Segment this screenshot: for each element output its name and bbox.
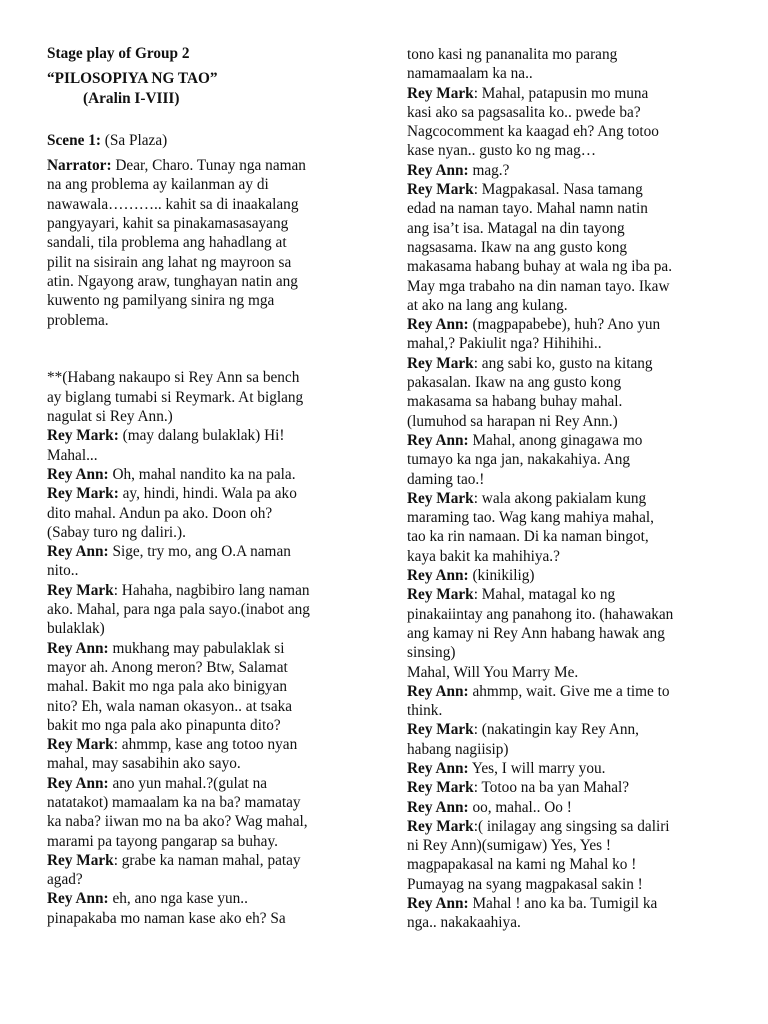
line-text: kase nyan.. gusto ko ng mag…: [407, 142, 597, 160]
text-line: [47, 233, 347, 252]
lesson-subtitle: (Aralin I-VIII): [83, 89, 180, 107]
text-line: [47, 832, 347, 851]
line-text: Sige, try mo, ang O.A naman: [108, 543, 291, 561]
line-text: nawawala……….. kahit sa di inaakalang: [47, 195, 299, 213]
dialogue-line: [407, 759, 737, 778]
right-dialogue: [407, 45, 737, 933]
text-line: [407, 122, 737, 141]
line-text: kuwento ng pamilyang sinira ng mga: [47, 292, 275, 310]
speaker-name: Rey Ann:: [47, 890, 109, 908]
line-text: pinakaiintay ang panahong ito. (hahawakan: [407, 605, 674, 623]
line-text: kaya bakit ka mahihiya.?: [407, 547, 560, 565]
scene-heading: [47, 131, 347, 150]
line-text: tao ka rin namaan. Di ka naman bingot,: [407, 528, 649, 546]
line-text: nga.. nakakaahiya.: [407, 914, 521, 932]
text-line: [47, 793, 347, 812]
text-line: [47, 870, 347, 889]
dialogue-line: [407, 315, 737, 334]
text-line: [407, 296, 737, 315]
line-text: agad?: [47, 871, 83, 889]
text-line: [407, 470, 737, 489]
text-line: [407, 624, 737, 643]
line-text: Mahal, anong ginagawa mo: [468, 431, 643, 449]
scene-place: (Sa Plaza): [100, 131, 168, 149]
dialogue-line: [47, 156, 347, 175]
line-text: Yes, I will marry you.: [468, 759, 606, 777]
speaker-name: Rey Mark:: [47, 427, 119, 445]
text-line: [47, 716, 347, 735]
line-text: : Hahaha, nagbibiro lang naman: [113, 581, 310, 599]
text-line: [407, 238, 737, 257]
dialogue-line: [407, 778, 737, 797]
speaker-name: Rey Ann:: [47, 774, 109, 792]
line-text: nagsasama. Ikaw na ang gusto kong: [407, 238, 628, 256]
line-text: : (nakatingin kay Rey Ann,: [473, 721, 639, 739]
dialogue-line: [47, 465, 347, 484]
line-text: think.: [407, 702, 443, 720]
line-text: Mahal ! ano ka ba. Tumigil ka: [468, 895, 658, 913]
speaker-name: Rey Mark: [407, 817, 474, 835]
speaker-name: Rey Ann:: [407, 682, 469, 700]
speaker-name: Rey Ann:: [407, 431, 469, 449]
line-text: ano yun mahal.?(gulat na: [108, 774, 268, 792]
text-line: [47, 272, 347, 291]
dialogue-line: [407, 566, 737, 585]
line-text: habang nagiisip): [407, 740, 509, 758]
line-text: **(Habang nakaupo si Rey Ann sa bench: [47, 369, 300, 387]
line-text: nito..: [47, 562, 79, 580]
dialogue-line: [47, 426, 347, 445]
line-text: mahal. Bakit mo nga pala ako binigyan: [47, 678, 288, 696]
dialogue-line: [407, 180, 737, 199]
text-line: [407, 392, 737, 411]
text-line: [47, 812, 347, 831]
line-text: atin. Ngayong araw, tunghayan natin ang: [47, 272, 298, 290]
line-text: ako. Mahal, para nga pala sayo.(inabot ang: [47, 601, 310, 619]
text-line: [47, 291, 347, 310]
dialogue-line: [407, 817, 737, 836]
line-text: nito? Eh, wala naman okasyon.. at tsaka: [47, 697, 293, 715]
line-text: makasama habang buhay at wala ng iba pa.: [407, 258, 673, 276]
line-text: (magpapabebe), huh? Ano yun: [468, 316, 661, 334]
line-text: Pumayag na syang magpakasal sakin !: [407, 875, 643, 893]
speaker-name: Rey Ann:: [407, 316, 469, 334]
line-text: ay biglang tumabi si Reymark. At biglang: [47, 388, 304, 406]
line-text: mahal, may sasabihin ako sayo.: [47, 755, 241, 773]
speaker-name: Rey Ann:: [407, 567, 469, 585]
line-text: :( inilagay ang singsing sa daliri: [473, 817, 670, 835]
line-text: eh, ano nga kase yun..: [108, 890, 248, 908]
line-text: na ang problema ay kailanman ay di: [47, 176, 269, 194]
text-line: [407, 412, 737, 431]
text-line: [47, 368, 347, 387]
text-line: [407, 257, 737, 276]
line-text: pangyayari, kahit sa pinakamasasayang: [47, 215, 289, 233]
text-line: [407, 450, 737, 469]
text-line: [407, 373, 737, 392]
line-text: mag.?: [468, 161, 510, 179]
line-text: : ahmmp, kase ang totoo nyan: [113, 736, 298, 754]
line-text: bakit mo nga pala ako pinapunta dito?: [47, 716, 281, 734]
speaker-name: Rey Mark: [47, 851, 114, 869]
text-line: [407, 701, 737, 720]
line-text: maraming tao. Wag kang mahiya mahal,: [407, 509, 654, 527]
text-line: [47, 253, 347, 272]
speaker-name: Rey Ann:: [47, 465, 109, 483]
text-line: [47, 504, 347, 523]
line-text: mahal,? Pakiulit nga? Hihihihi..: [407, 335, 602, 353]
text-line: [407, 64, 737, 83]
line-text: : wala akong pakialam kung: [473, 489, 647, 507]
speaker-name: Rey Ann:: [47, 543, 109, 561]
line-text: tumayo ka nga jan, nakakahiya. Ang: [407, 451, 631, 469]
right-column: [407, 45, 737, 933]
speaker-name: Rey Mark: [407, 84, 474, 102]
line-text: natatakot) mamaalam ka na ba? mamatay: [47, 793, 301, 811]
left-dialogue: [47, 156, 347, 928]
line-text: Mahal, Will You Marry Me.: [407, 663, 579, 681]
text-line: [47, 388, 347, 407]
line-text: dito mahal. Andun pa ako. Doon oh?: [47, 504, 273, 522]
line-text: Oh, mahal nandito ka na pala.: [108, 465, 296, 483]
line-text: pinapakaba mo naman kase ako eh? Sa: [47, 909, 286, 927]
text-line: [407, 219, 737, 238]
line-text: Nagcocomment ka kaagad eh? Ang totoo: [407, 123, 659, 141]
speaker-name: Rey Mark: [407, 721, 474, 739]
text-line: [407, 199, 737, 218]
line-text: ang isa’t isa. Matagal na din tayong: [407, 219, 625, 237]
line-text: (kinikilig): [468, 567, 535, 585]
line-text: ahmmp, wait. Give me a time to: [468, 682, 670, 700]
text-line: [407, 913, 737, 932]
speaker-name: Rey Ann:: [407, 798, 469, 816]
speaker-name: Rey Ann:: [407, 759, 469, 777]
speaker-name: Rey Ann:: [407, 161, 469, 179]
line-text: : Magpakasal. Nasa tamang: [473, 181, 643, 199]
dialogue-line: [47, 851, 347, 870]
text-line: [407, 45, 737, 64]
dialogue-line: [407, 585, 737, 604]
speaker-name: Rey Ann:: [47, 639, 109, 657]
line-text: makasama sa habang buhay mahal.: [407, 393, 623, 411]
text-line: [407, 334, 737, 353]
line-text: sandali, tila problema ang hahadlang at: [47, 234, 287, 252]
dialogue-line: [407, 720, 737, 739]
line-text: pilit na sisirain ang lahat ng mayroon sa: [47, 253, 292, 271]
line-text: edad na naman tayo. Mahal namn natin: [407, 200, 648, 218]
line-text: sinsing): [407, 644, 456, 662]
speaker-name: Rey Mark: [407, 181, 474, 199]
text-line: [47, 697, 347, 716]
dialogue-line: [407, 894, 737, 913]
text-line: [407, 855, 737, 874]
text-line: [407, 836, 737, 855]
dialogue-line: [407, 798, 737, 817]
text-line: [407, 527, 737, 546]
text-line: [407, 141, 737, 160]
text-line: [407, 643, 737, 662]
speaker-name: Rey Mark: [47, 581, 114, 599]
dialogue-line: [47, 542, 347, 561]
line-text: : Mahal, matagal ko ng: [473, 586, 616, 604]
line-text: daming tao.!: [407, 470, 485, 488]
line-text: magpapakasal na kami ng Mahal ko !: [407, 856, 637, 874]
line-text: pakasalan. Ikaw na ang gusto kong: [407, 374, 622, 392]
text-line: [407, 277, 737, 296]
speaker-name: Rey Mark: [47, 736, 114, 754]
speaker-name: Rey Mark: [407, 489, 474, 507]
speaker-name: Rey Mark: [407, 586, 474, 604]
line-text: ay, hindi, hindi. Wala pa ako: [118, 485, 297, 503]
line-text: : Totoo na ba yan Mahal?: [473, 779, 630, 797]
line-text: : Mahal, patapusin mo muna: [473, 84, 649, 102]
speaker-name: Rey Ann:: [407, 895, 469, 913]
dialogue-line: [407, 489, 737, 508]
line-text: ang kamay ni Rey Ann habang hawak ang: [407, 624, 665, 642]
text-line: [407, 103, 737, 122]
text-line: [47, 311, 347, 330]
line-text: : ang sabi ko, gusto na kitang: [473, 354, 653, 372]
dialogue-line: [407, 431, 737, 450]
text-line: [47, 600, 347, 619]
line-text: bulaklak): [47, 620, 105, 638]
line-text: kasi ako sa pagsasalita ko.. pwede ba?: [407, 103, 641, 121]
text-line: [47, 658, 347, 677]
text-line: [47, 561, 347, 580]
line-text: nagulat si Rey Ann.): [47, 408, 173, 426]
text-line: [407, 875, 737, 894]
dialogue-line: [47, 735, 347, 754]
line-text: oo, mahal.. Oo !: [468, 798, 572, 816]
line-text: problema.: [47, 311, 109, 329]
line-text: marami pa tayong pangarap sa buhay.: [47, 832, 278, 850]
text-line: [47, 214, 347, 233]
text-line: [47, 195, 347, 214]
dialogue-line: [47, 774, 347, 793]
line-text: ni Rey Ann)(sumigaw) Yes, Yes !: [407, 837, 611, 855]
line-text: Dear, Charo. Tunay nga naman: [111, 157, 306, 175]
line-text: ka naba? iiwan mo na ba ako? Wag mahal,: [47, 813, 308, 831]
dialogue-line: [47, 581, 347, 600]
line-text: mayor ah. Anong meron? Btw, Salamat: [47, 658, 288, 676]
line-text: (Sabay turo ng daliri.).: [47, 523, 186, 541]
blank-line: [47, 330, 347, 349]
blank-line: [47, 349, 347, 368]
speaker-name: Rey Mark: [407, 779, 474, 797]
text-line: [47, 446, 347, 465]
speaker-name: Narrator:: [47, 157, 112, 175]
line-text: namamaalam ka na..: [407, 65, 533, 83]
text-line: [47, 677, 347, 696]
text-line: [47, 754, 347, 773]
dialogue-line: [47, 889, 347, 908]
line-text: tono kasi ng pananalita mo parang: [407, 46, 618, 63]
dialogue-line: [407, 161, 737, 180]
dialogue-line: [407, 682, 737, 701]
line-text: (may dalang bulaklak) Hi!: [118, 427, 285, 445]
line-text: May mga trabaho na din naman tayo. Ikaw: [407, 277, 670, 295]
text-line: [47, 619, 347, 638]
text-line: [407, 740, 737, 759]
text-line: [47, 407, 347, 426]
line-text: mukhang may pabulaklak si: [108, 639, 285, 657]
text-line: [47, 909, 347, 928]
text-line: [47, 523, 347, 542]
line-text: (lumuhod sa harapan ni Rey Ann.): [407, 412, 618, 430]
text-line: [407, 547, 737, 566]
text-line: [407, 663, 737, 682]
left-column: [47, 0, 347, 928]
text-line: [407, 605, 737, 624]
dialogue-line: [47, 639, 347, 658]
line-text: : grabe ka naman mahal, patay: [113, 851, 301, 869]
scene-label: Scene 1:: [47, 131, 101, 149]
line-text: Mahal...: [47, 446, 98, 464]
text-line: [407, 508, 737, 527]
dialogue-line: [407, 84, 737, 103]
dialogue-line: [47, 484, 347, 503]
line-text: at ako na lang ang kulang.: [407, 296, 568, 314]
play-title: “PILOSOPIYA NG TAO”: [47, 70, 218, 88]
stage-play-heading: Stage play of Group 2: [47, 45, 190, 62]
dialogue-line: [407, 354, 737, 373]
speaker-name: Rey Mark: [407, 354, 474, 372]
speaker-name: Rey Mark:: [47, 485, 119, 503]
text-line: [47, 175, 347, 194]
